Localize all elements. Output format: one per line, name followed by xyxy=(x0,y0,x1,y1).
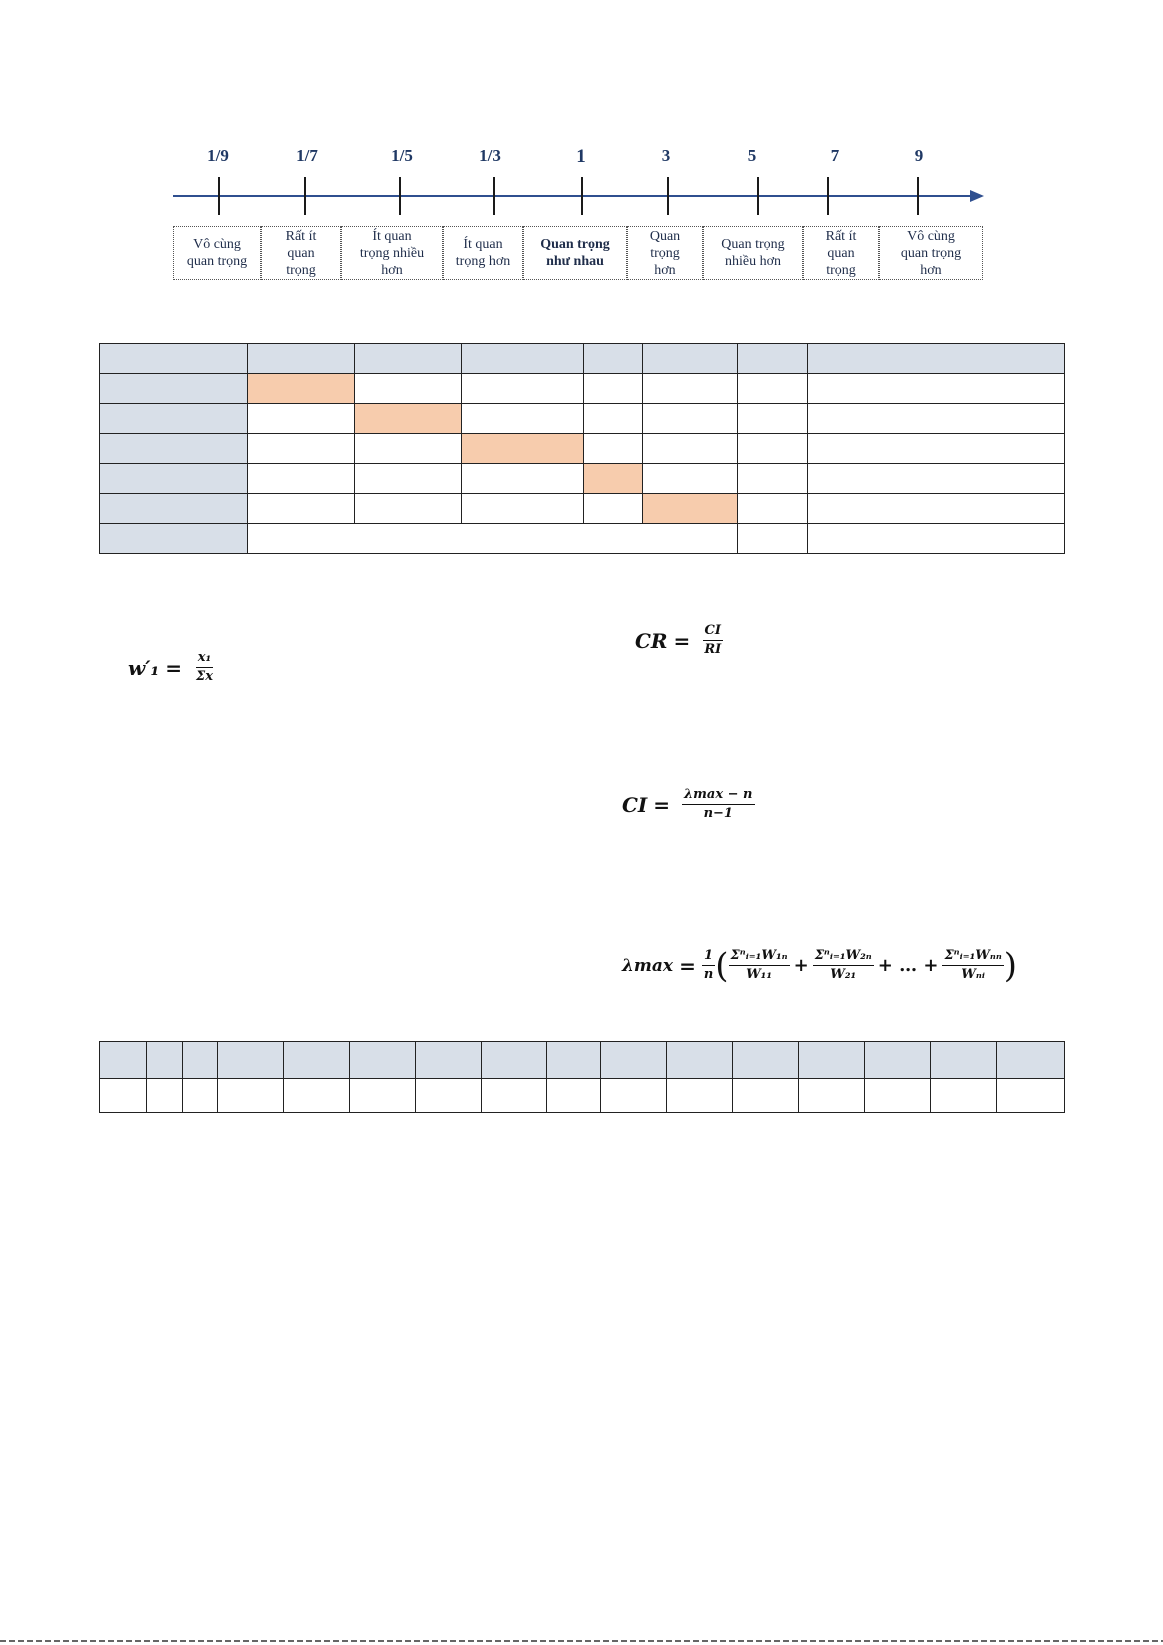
category-line: nhiều hơn xyxy=(724,254,781,269)
ri-cell xyxy=(865,1079,931,1113)
matrix-row-header xyxy=(100,434,248,464)
fraction-numerator: x₁ xyxy=(196,650,213,668)
category-line: hơn xyxy=(920,262,942,278)
matrix-cell xyxy=(584,374,643,404)
ri-cell xyxy=(667,1079,733,1113)
matrix-cell xyxy=(738,464,808,494)
matrix-cell xyxy=(247,404,354,434)
matrix-row-header xyxy=(100,404,248,434)
ri-value-row xyxy=(100,1079,1065,1113)
ri-cell xyxy=(349,1042,415,1079)
scale-category xyxy=(173,226,261,280)
matrix-row-header xyxy=(100,374,248,404)
tick-label: 5 xyxy=(747,146,757,165)
matrix-cell xyxy=(247,344,354,374)
matrix-cell xyxy=(738,374,808,404)
fraction-numerator: CI xyxy=(703,623,723,641)
matrix-cell xyxy=(584,404,643,434)
ri-cell xyxy=(733,1042,799,1079)
fraction-numerator: 1 xyxy=(702,948,715,966)
matrix-cell xyxy=(461,464,584,494)
lambda-max-formula xyxy=(622,945,1018,986)
matrix-cell xyxy=(247,494,354,524)
matrix-cell xyxy=(738,434,808,464)
ri-cell xyxy=(547,1042,601,1079)
ri-cell xyxy=(601,1042,667,1079)
matrix-cell xyxy=(584,344,643,374)
category-line: Vô cùng xyxy=(193,237,241,252)
ri-cell xyxy=(415,1079,481,1113)
matrix-cell xyxy=(643,404,738,434)
matrix-row xyxy=(100,464,1065,494)
ri-cell xyxy=(996,1042,1064,1079)
tick-mark xyxy=(493,177,495,215)
ri-cell xyxy=(931,1042,997,1079)
category-line: Quan trọng xyxy=(721,237,785,252)
matrix-cell xyxy=(643,344,738,374)
ri-cell xyxy=(182,1079,217,1113)
ci-formula xyxy=(622,787,755,822)
matrix-cell xyxy=(461,344,584,374)
tick-label: 1/7 xyxy=(296,146,318,165)
ri-cell xyxy=(799,1042,865,1079)
fraction-denominator: n−1 xyxy=(703,806,733,821)
fraction-numerator: Σⁿᵢ₌₁Wₙₙ xyxy=(942,948,1003,966)
ri-cell xyxy=(865,1042,931,1079)
ri-cell xyxy=(733,1079,799,1113)
formula-lhs: λmax xyxy=(622,955,674,976)
matrix-header-row xyxy=(100,344,1065,374)
ri-cell xyxy=(283,1079,349,1113)
matrix-cell xyxy=(461,374,584,404)
tick-mark xyxy=(917,177,919,215)
matrix-cell xyxy=(354,494,461,524)
matrix-cell xyxy=(738,524,808,554)
fraction-denominator: Wₙᵢ xyxy=(961,967,985,982)
scale-category xyxy=(341,226,443,280)
tick-label: 1 xyxy=(576,146,586,167)
ri-cell xyxy=(349,1079,415,1113)
page-bottom-divider xyxy=(0,1640,1163,1642)
matrix-row-header xyxy=(100,524,248,554)
tick-mark xyxy=(667,177,669,215)
diagonal-cell xyxy=(584,464,643,494)
category-line: Ít quan xyxy=(463,237,503,252)
open-paren: ( xyxy=(715,945,729,986)
matrix-row xyxy=(100,494,1065,524)
tick-label: 1/5 xyxy=(391,146,413,165)
category-line: quan xyxy=(827,245,855,261)
formula-fraction xyxy=(813,948,874,983)
matrix-cell xyxy=(808,524,1065,554)
diagonal-cell xyxy=(461,434,584,464)
matrix-cell xyxy=(643,374,738,404)
scale-category xyxy=(803,226,879,280)
tick-mark xyxy=(304,177,306,215)
formula-lhs: w′₁ xyxy=(128,655,160,680)
fraction-numerator: Σⁿᵢ₌₁W₁ₙ xyxy=(729,948,790,966)
diagonal-cell xyxy=(643,494,738,524)
matrix-cell xyxy=(738,404,808,434)
matrix-merged-cell xyxy=(247,524,737,554)
fraction-denominator: W₁₁ xyxy=(746,967,773,982)
scale-category xyxy=(523,226,627,280)
matrix-cell xyxy=(584,434,643,464)
matrix-cell xyxy=(354,344,461,374)
ri-cell xyxy=(100,1042,147,1079)
weight-formula xyxy=(128,650,215,685)
close-paren: ) xyxy=(1003,945,1018,986)
category-line: hơn xyxy=(654,262,676,278)
ri-cell xyxy=(931,1079,997,1113)
ri-cell xyxy=(481,1042,547,1079)
fraction-denominator: W₂₁ xyxy=(830,967,857,982)
ri-cell xyxy=(601,1079,667,1113)
category-line: như nhau xyxy=(546,254,604,269)
matrix-cell xyxy=(247,434,354,464)
formula-equals: = xyxy=(679,953,696,978)
ri-cell xyxy=(100,1079,147,1113)
tick-mark xyxy=(581,177,583,215)
matrix-row-header xyxy=(100,494,248,524)
category-line: Vô cùng xyxy=(907,228,955,244)
category-line: Rất ít xyxy=(285,228,317,244)
ri-cell xyxy=(146,1042,182,1079)
category-line: trọng xyxy=(826,262,856,278)
category-line: Quan xyxy=(649,228,681,244)
ri-header-row xyxy=(100,1042,1065,1079)
ri-cell xyxy=(283,1042,349,1079)
category-line: quan trọng xyxy=(186,254,248,269)
ri-cell xyxy=(146,1079,182,1113)
fraction-denominator: Σx xyxy=(196,669,213,684)
category-line: trọng hơn xyxy=(455,254,511,269)
scale-category xyxy=(879,226,983,280)
formula-lhs: CR xyxy=(635,628,668,653)
matrix-cell xyxy=(808,434,1065,464)
tick-label: 7 xyxy=(830,146,840,165)
matrix-cell xyxy=(808,494,1065,524)
fraction-denominator: RI xyxy=(704,642,722,657)
ri-cell xyxy=(182,1042,217,1079)
formula-fraction xyxy=(194,650,215,685)
scale-category xyxy=(443,226,523,280)
matrix-row xyxy=(100,374,1065,404)
random-index-table xyxy=(99,1041,1065,1113)
fraction-numerator: Σⁿᵢ₌₁W₂ₙ xyxy=(813,948,874,966)
tick-mark xyxy=(399,177,401,215)
tick-mark xyxy=(827,177,829,215)
formula-fraction xyxy=(702,623,723,658)
fraction-numerator: λmax − n xyxy=(682,787,754,805)
arrow-right-icon xyxy=(970,190,984,202)
formula-equals: = xyxy=(165,655,183,680)
scale-axis-line xyxy=(173,195,973,197)
matrix-cell xyxy=(808,464,1065,494)
matrix-cell xyxy=(738,494,808,524)
formula-equals: = xyxy=(653,792,671,817)
cr-formula xyxy=(635,623,723,658)
matrix-cell xyxy=(100,344,248,374)
formula-fraction xyxy=(682,787,754,822)
matrix-row-header xyxy=(100,464,248,494)
fraction-denominator: n xyxy=(703,967,714,982)
matrix-cell xyxy=(461,494,584,524)
diagonal-cell xyxy=(247,374,354,404)
pairwise-comparison-matrix xyxy=(99,343,1065,554)
matrix-cell xyxy=(643,464,738,494)
ri-cell xyxy=(217,1042,283,1079)
ri-cell xyxy=(667,1042,733,1079)
matrix-row xyxy=(100,404,1065,434)
category-line: hơn xyxy=(381,262,403,278)
category-line: quan xyxy=(287,245,315,261)
matrix-cell xyxy=(247,464,354,494)
category-line: Rất ít xyxy=(825,228,857,244)
ellipsis-sum: + … + xyxy=(877,955,939,976)
tick-mark xyxy=(218,177,220,215)
matrix-cell xyxy=(461,404,584,434)
category-line: trọng nhiều xyxy=(359,245,425,261)
category-line: trọng xyxy=(650,245,680,261)
formula-lhs: CI xyxy=(622,792,648,817)
tick-label: 1/3 xyxy=(479,146,501,165)
matrix-row xyxy=(100,434,1065,464)
ri-cell xyxy=(217,1079,283,1113)
matrix-cell xyxy=(808,374,1065,404)
matrix-cell xyxy=(354,434,461,464)
formula-equals: = xyxy=(673,628,691,653)
matrix-cell xyxy=(354,374,461,404)
category-line: trọng xyxy=(286,262,316,278)
matrix-cell xyxy=(643,434,738,464)
matrix-cell xyxy=(808,404,1065,434)
matrix-cell xyxy=(354,464,461,494)
category-line: Quan trọng xyxy=(540,237,610,252)
scale-category xyxy=(627,226,703,280)
tick-label: 9 xyxy=(914,146,924,165)
category-line: quan trọng xyxy=(900,245,962,261)
importance-scale xyxy=(0,0,1163,290)
plus-sign: + xyxy=(793,955,809,976)
tick-label: 3 xyxy=(661,146,671,165)
matrix-sum-row xyxy=(100,524,1065,554)
ri-cell xyxy=(996,1079,1064,1113)
formula-fraction xyxy=(702,948,715,983)
matrix-cell xyxy=(584,494,643,524)
diagonal-cell xyxy=(354,404,461,434)
tick-label: 1/9 xyxy=(207,146,229,165)
scale-category xyxy=(703,226,803,280)
formula-fraction xyxy=(729,948,790,983)
scale-category xyxy=(261,226,341,280)
ri-cell xyxy=(415,1042,481,1079)
ri-cell xyxy=(799,1079,865,1113)
tick-mark xyxy=(757,177,759,215)
ri-cell xyxy=(547,1079,601,1113)
category-line: Ít quan xyxy=(372,228,412,244)
formula-fraction xyxy=(942,948,1003,983)
ri-cell xyxy=(481,1079,547,1113)
matrix-cell xyxy=(738,344,808,374)
matrix-cell xyxy=(808,344,1065,374)
